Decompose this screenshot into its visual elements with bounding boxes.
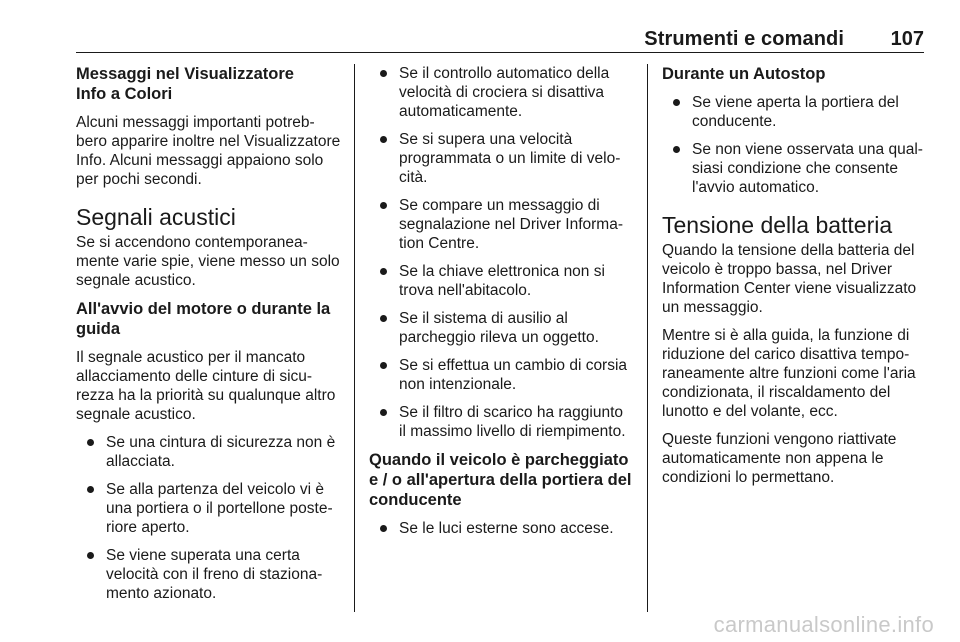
heading-segnali-acustici: Segnali acustici (76, 204, 236, 230)
paragraph-messaggi: Alcuni messaggi importanti potreb-bero apparire inoltre nel Visualizzatore Info. Alcuni messaggi appaiono solo per pochi secondi. (76, 114, 341, 188)
list-item: Se la chiave elettronica non si trova nell'abitacolo. (369, 262, 633, 300)
column-divider-2 (647, 64, 648, 612)
heading-autostop: Durante un Autostop (662, 65, 826, 83)
paragraph-avvio: Il segnale acustico per il mancato allacciamento delle cinture di sicu-rezza ha la priorità su qualunque altro segnale acustico. (76, 349, 336, 423)
paragraph-tensione-2: Mentre si è alla guida, la funzione di riduzione del carico disattiva tempo-raneamente altre funzioni come l'aria condizionata, il riscaldamento del lunotto e del volante, ecc. (662, 327, 916, 420)
list-item: Se il controllo automatico della velocità di crociera si disattiva automaticamente. (369, 64, 633, 121)
heading-avvio-motore: All'avvio del motore o durante la guida (76, 300, 331, 338)
paragraph-segnali: Se si accendono contemporanea-mente varie spie, viene messo un solo segnale acustico. (76, 234, 340, 289)
paragraph-tensione-3: Queste funzioni vengono riattivate automaticamente non appena le condizioni lo permettano. (662, 431, 897, 486)
column-divider-1 (354, 64, 355, 612)
list-item: Se il sistema di ausilio al parcheggio rileva un oggetto. (369, 309, 633, 347)
list-item: Se una cintura di sicurezza non è allacciata. (76, 433, 341, 471)
list-item: Se si supera una velocità programmata o un limite di velo-cità. (369, 130, 633, 187)
bullet-list-avvio (76, 433, 341, 603)
list-item: Se viene superata una certa velocità con il freno di staziona-mento azionato. (76, 546, 341, 603)
list-item: Se si effettua un cambio di corsia non intenzionale. (369, 356, 633, 394)
bullet-list-autostop (662, 93, 926, 197)
column-1 (76, 64, 341, 612)
page-header (76, 26, 924, 53)
list-item: Se alla partenza del veicolo vi è una portiera o il portellone poste-riore aperto. (76, 480, 341, 537)
heading-veicolo-parcheggiato: Quando il veicolo è parcheggiato e / o all'apertura della portiera del conducente (369, 451, 632, 509)
list-item: Se viene aperta la portiera del conducente. (662, 93, 926, 131)
page-number: 107 (890, 28, 924, 50)
list-item: Se compare un messaggio di segnalazione nel Driver Informa-tion Centre. (369, 196, 633, 253)
column-2 (369, 64, 633, 547)
list-item: Se le luci esterne sono accese. (369, 519, 633, 538)
header-title: Strumenti e comandi (644, 28, 844, 50)
heading-messaggi: Messaggi nel Visualizzatore Info a Colori (76, 65, 294, 103)
bullet-list-parcheggiato (369, 519, 633, 538)
paragraph-tensione-1: Quando la tensione della batteria del veicolo è troppo bassa, nel Driver Information Center viene visualizzato un messaggio. (662, 242, 917, 316)
list-item: Se il filtro di scarico ha raggiunto il massimo livello di riempimento. (369, 403, 633, 441)
watermark: carmanualsonline.info (713, 612, 934, 637)
column-3 (662, 64, 926, 496)
bullet-list-continued (369, 64, 633, 441)
list-item: Se non viene osservata una qual-siasi condizione che consente l'avvio automatico. (662, 140, 926, 197)
heading-tensione-batteria: Tensione della batteria (662, 212, 893, 238)
